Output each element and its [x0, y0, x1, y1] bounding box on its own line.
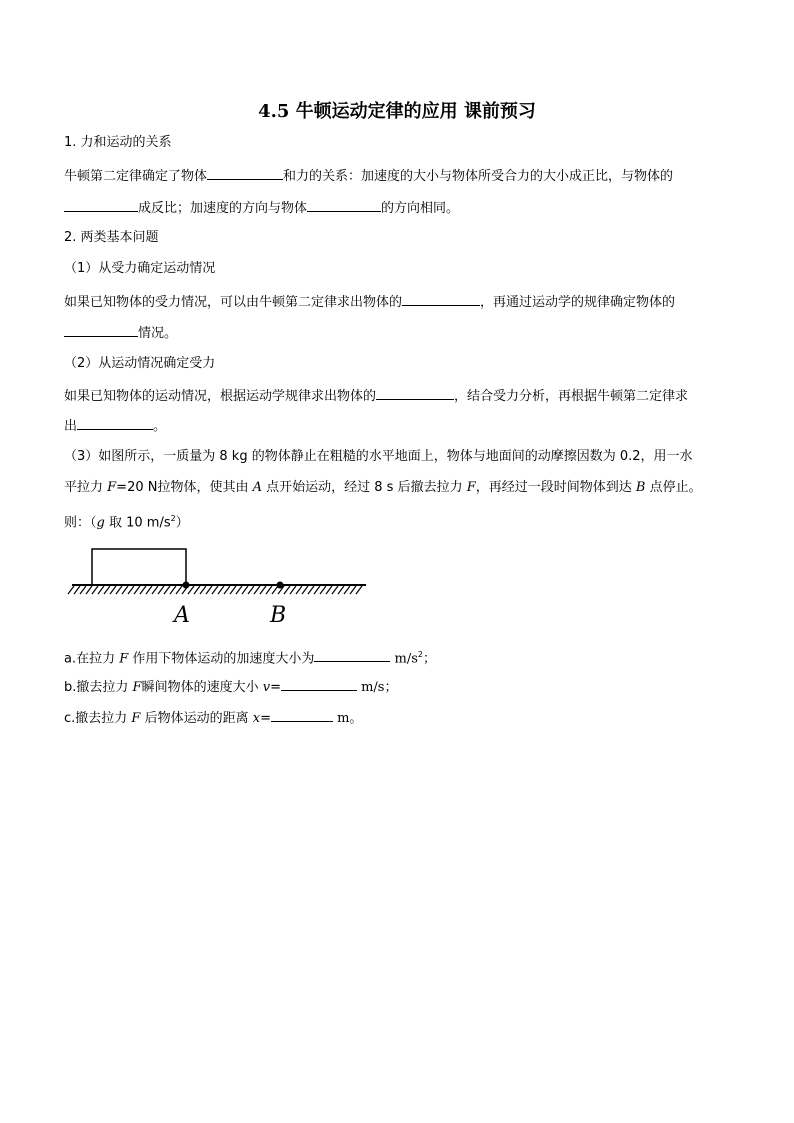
point-b-dot — [277, 582, 284, 589]
page-title: 4.5 牛顿运动定律的应用 课前预习 — [258, 101, 536, 122]
hatch-line — [212, 586, 218, 594]
hatch-line — [200, 586, 206, 594]
hatch-line — [68, 586, 74, 594]
question-c — [64, 708, 362, 728]
hatch-line — [236, 586, 242, 594]
hatch-line — [134, 586, 140, 594]
p1-l1-text-b: ，再通过运动学的规律确定物体的 — [480, 295, 676, 310]
p2-line2 — [64, 416, 166, 436]
hatch-line — [308, 586, 314, 594]
hatch-line — [122, 586, 128, 594]
qa-text-mid: 作用下物体运动的加速度大小为 — [128, 651, 315, 667]
hatch-line — [188, 586, 194, 594]
p3-line2 — [64, 479, 702, 497]
hatch-line — [164, 586, 170, 594]
symbol-F: F — [466, 480, 476, 495]
question-a — [64, 646, 436, 668]
point-a-dot — [183, 582, 190, 589]
s1-l2-text-b: 的方向相同。 — [381, 201, 460, 216]
hatch-line — [350, 586, 356, 594]
s1-l1-text-a: 牛顿第二定律确定了物体 — [64, 169, 208, 184]
hatch-line — [302, 586, 308, 594]
hatch-line — [176, 586, 182, 594]
qc-text-pre: c.撤去拉力 — [64, 711, 132, 726]
hatch-line — [146, 586, 152, 594]
hatch-line — [74, 586, 80, 594]
symbol-F: F — [119, 651, 129, 667]
hatch-line — [86, 586, 92, 594]
symbol-F: F — [107, 480, 117, 495]
symbol-A: A — [252, 480, 262, 495]
qb-text-mid: 瞬间物体的速度大小 — [141, 680, 263, 695]
label-a: A — [174, 603, 190, 628]
qb-unit: m/s； — [356, 680, 398, 695]
s1-line2 — [64, 198, 459, 218]
hatch-line — [80, 586, 86, 594]
label-b: B — [270, 603, 287, 628]
symbol-B: B — [635, 480, 646, 495]
s1-l2-text-a: 成反比；加速度的方向与物体 — [138, 201, 308, 216]
hatch-line — [344, 586, 350, 594]
hatch-line — [314, 586, 320, 594]
p3-line3 — [64, 510, 189, 532]
hatch-line — [248, 586, 254, 594]
block — [92, 549, 186, 585]
s1-l1-text-b: 和力的关系：加速度的大小与物体所受合力的大小成正比，与物体的 — [283, 169, 674, 184]
p3-l3-text-a: 则：（ — [64, 515, 97, 531]
hatch-line — [140, 586, 146, 594]
qc-unit: m。 — [332, 711, 363, 726]
p3-l3-text-b: 取 10 m/s — [104, 515, 171, 531]
hatch-line — [326, 586, 332, 594]
hatch-line — [296, 586, 302, 594]
p3-l2-text-e: 点停止。 — [645, 480, 702, 495]
hatch-line — [230, 586, 236, 594]
hatch-line — [170, 586, 176, 594]
qb-text-pre: b.撤去拉力 — [64, 680, 133, 695]
qa-unit: m/s — [390, 651, 418, 667]
answer-b-blank[interactable] — [281, 677, 357, 691]
blank-3[interactable] — [307, 198, 381, 212]
hatch-line — [206, 586, 212, 594]
ground-hatching — [68, 586, 362, 594]
p1-l1-text-a: 如果已知物体的受力情况，可以由牛顿第二定律求出物体的 — [64, 295, 403, 310]
part1-title: （1）从受力确定运动情况 — [64, 261, 216, 276]
superscript: 2 — [417, 650, 424, 659]
answer-c-blank[interactable] — [271, 708, 333, 722]
hatch-line — [338, 586, 344, 594]
p3-l2-text-d: ，再经过一段时间物体到达 — [475, 480, 636, 495]
symbol-F: F — [132, 680, 142, 695]
hatch-line — [98, 586, 104, 594]
p2-l2-text-b: 。 — [153, 419, 167, 434]
blank-2[interactable] — [64, 198, 138, 212]
hatch-line — [254, 586, 260, 594]
superscript: 2 — [170, 514, 176, 523]
hatch-line — [242, 586, 248, 594]
p2-l2-text-a: 出 — [64, 419, 78, 434]
hatch-line — [104, 586, 110, 594]
blank-4[interactable] — [402, 292, 480, 306]
p3-l2-text-c: 点开始运动，经过 8 s 后撤去拉力 — [262, 480, 467, 495]
hatch-line — [290, 586, 296, 594]
hatch-line — [110, 586, 116, 594]
blank-6[interactable] — [376, 386, 454, 400]
p3-line1: （3）如图所示，一质量为 8 kg 的物体静止在粗糙的水平地面上，物体与地面间的动摩擦因数为 0.2，用一水 — [64, 449, 693, 464]
p1-line2 — [64, 323, 177, 343]
blank-1[interactable] — [207, 166, 283, 180]
hatch-line — [116, 586, 122, 594]
hatch-line — [272, 586, 278, 594]
hatch-line — [92, 586, 98, 594]
p2-l1-text-a: 如果已知物体的运动情况，根据运动学规律求出物体的 — [64, 389, 377, 404]
blank-5[interactable] — [64, 323, 138, 337]
symbol-v: v — [262, 680, 271, 695]
s1-line1 — [64, 166, 673, 186]
hatch-line — [356, 586, 362, 594]
hatch-line — [320, 586, 326, 594]
p2-l1-text-b: ，结合受力分析，再根据牛顿第二定律求 — [454, 389, 689, 404]
hatch-line — [266, 586, 272, 594]
hatch-line — [284, 586, 290, 594]
symbol-g: g — [96, 515, 105, 531]
question-b — [64, 677, 397, 697]
symbol-F: F — [131, 711, 141, 726]
hatch-line — [152, 586, 158, 594]
qc-text-mid: 后物体运动的距离 — [140, 711, 253, 726]
qb-eq: = — [270, 680, 281, 695]
part2-title: （2）从运动情况确定受力 — [64, 356, 216, 371]
p1-l2-text-b: 情况。 — [138, 326, 178, 341]
hatch-line — [128, 586, 134, 594]
qc-eq: = — [260, 711, 271, 726]
hatch-line — [260, 586, 266, 594]
symbol-x: x — [252, 711, 261, 726]
hatch-line — [218, 586, 224, 594]
p3-l2-text-b: =20 N拉物体，使其由 — [116, 480, 253, 495]
section1-heading: 1. 力和运动的关系 — [64, 135, 172, 150]
hatch-line — [332, 586, 338, 594]
p2-line1 — [64, 386, 688, 406]
qa-text-pre: a.在拉力 — [64, 651, 120, 667]
p3-l2-text-a: 平拉力 — [64, 480, 108, 495]
p3-l3-text-c: ） — [175, 515, 189, 531]
blank-7[interactable] — [77, 416, 153, 430]
hatch-line — [158, 586, 164, 594]
physics-diagram — [60, 540, 380, 630]
qa-end: ； — [423, 651, 437, 667]
answer-a-blank[interactable] — [314, 648, 390, 662]
section2-heading: 2. 两类基本问题 — [64, 230, 159, 245]
p1-line1 — [64, 292, 675, 312]
hatch-line — [194, 586, 200, 594]
hatch-line — [224, 586, 230, 594]
